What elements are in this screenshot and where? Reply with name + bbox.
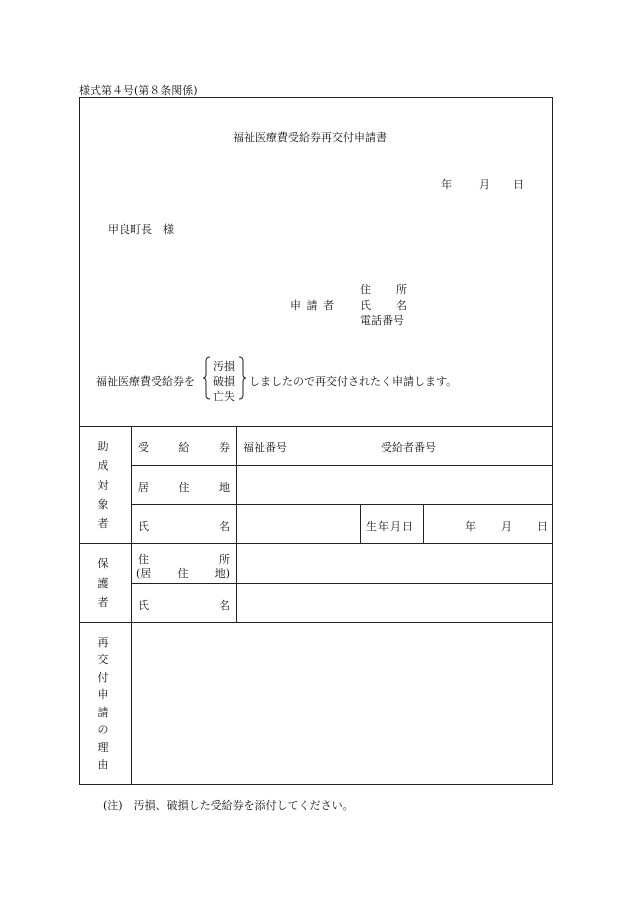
request-suffix: しましたので再交付されたく申請します。	[249, 375, 458, 388]
col-rule-birth-left	[360, 504, 361, 543]
applicant-label: 申 請 者	[290, 299, 335, 312]
guardian-residence-sublabel: (居 住 地)	[136, 567, 230, 580]
applicant-name-label: 氏 名	[360, 299, 407, 312]
form-title: 福祉医療費受給券再交付申請書	[233, 131, 387, 144]
welfare-number-label: 福祉番号	[243, 441, 287, 454]
guardian-name-label: 氏 名	[138, 599, 230, 612]
table-top-rule	[79, 426, 553, 427]
row-rule-guardian-address	[131, 583, 553, 584]
request-option-damaged: 破損	[213, 375, 235, 388]
section-rule-reason	[79, 622, 553, 623]
recipient-number-label: 受給者番号	[381, 441, 436, 454]
date-month: 月	[479, 178, 490, 191]
footnote: (注) 汚損、破損した受給券を添付してください。	[103, 799, 354, 812]
row-rule-residence	[131, 504, 553, 505]
row-rule-card	[131, 465, 553, 466]
col-rule-field	[236, 426, 237, 622]
section-rule-guardian	[79, 543, 553, 544]
birth-day-label: 日	[537, 520, 548, 533]
birth-month-label: 月	[501, 520, 512, 533]
addressee: 甲良町長 様	[108, 223, 174, 236]
subject-section-label: 助 成 対 象 者	[97, 440, 109, 530]
applicant-address-label: 住 所	[360, 283, 407, 296]
applicant-phone-label: 電話番号	[360, 314, 404, 327]
birth-date-label: 生年月日	[366, 520, 414, 533]
residence-label: 居 住 地	[138, 481, 230, 494]
guardian-section-label: 保 護 者	[97, 557, 109, 609]
subject-name-label: 氏 名	[138, 520, 230, 533]
birth-year-label: 年	[465, 520, 476, 533]
right-brace-icon	[237, 356, 247, 400]
request-prefix: 福祉医療費受給券を	[96, 375, 195, 388]
left-brace-icon	[202, 356, 212, 400]
card-label: 受 給 券	[138, 441, 230, 454]
reason-section-label: 再 交 付 申 請 の 理 由	[97, 636, 109, 771]
request-option-soiled: 汚損	[213, 360, 235, 373]
date-year: 年	[441, 178, 452, 191]
col-rule-label	[131, 426, 132, 785]
form-number: 様式第４号(第８条関係)	[79, 84, 198, 97]
col-rule-birth-right	[423, 504, 424, 543]
guardian-address-label: 住 所	[138, 553, 230, 566]
date-day: 日	[513, 178, 524, 191]
request-option-lost: 亡失	[213, 390, 235, 403]
